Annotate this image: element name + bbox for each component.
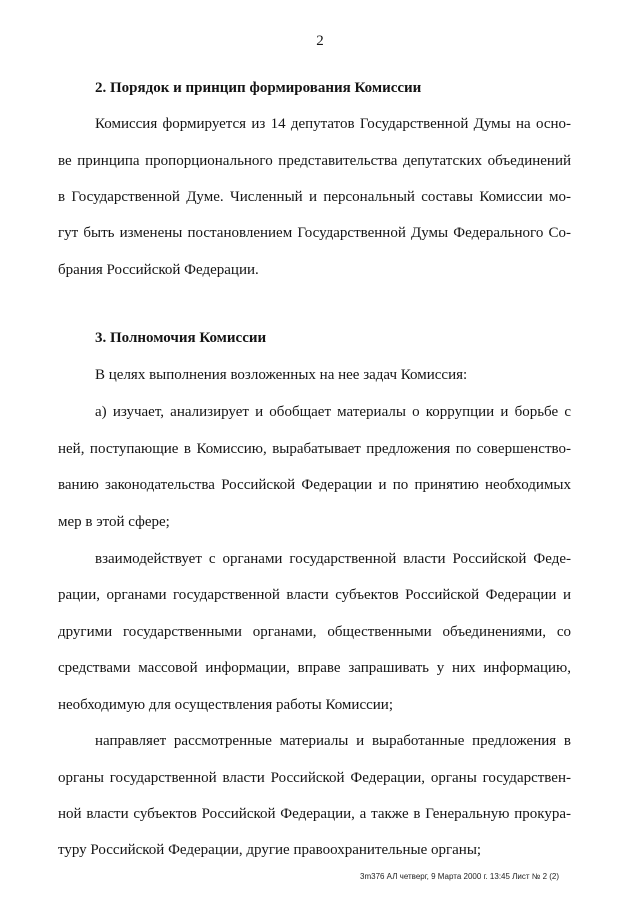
- section-3-heading: 3. Полномочия Комиссии: [95, 330, 267, 346]
- para-c-line-4: туру Российской Федерации, другие правоохранительные органы;: [58, 842, 482, 858]
- section-2-heading: 2. Порядок и принцип формирования Комиссии: [95, 80, 422, 96]
- section-2-line-1: Комиссия формируется из 14 депутатов Государственной Думы на осно-: [95, 116, 571, 132]
- para-b-line-2: рации, органами государственной власти субъектов Российской Федерации и: [58, 587, 571, 603]
- para-b-line-5: необходимую для осуществления работы Комиссии;: [58, 697, 393, 713]
- para-b-line-3: другими государственными органами, общественными объединениями, со: [58, 624, 571, 640]
- section-2-line-5: брания Российской Федерации.: [58, 262, 259, 278]
- para-a-line-4: мер в этой сфере;: [58, 514, 170, 530]
- para-c-line-2: органы государственной власти Российской Федерации, органы государствен-: [58, 770, 571, 786]
- page-number: 2: [316, 33, 324, 49]
- para-c-line-1: направляет рассмотренные материалы и выработанные предложения в: [95, 733, 571, 749]
- para-c-line-3: ной власти субъектов Российской Федерации, а также в Генеральную прокура-: [58, 806, 571, 822]
- section-2-line-4: гут быть изменены постановлением Государственной Думы Федерального Со-: [58, 225, 571, 241]
- para-a-line-2: ней, поступающие в Комиссию, вырабатывает предложения по совершенство-: [58, 441, 571, 457]
- section-2-line-3: в Государственной Думе. Численный и персональный составы Комиссии мо-: [58, 189, 571, 205]
- page-footer: 3m376 АЛ четверг, 9 Марта 2000 г. 13:45 Лист № 2 (2): [360, 872, 560, 881]
- section-2-line-2: ве принципа пропорционального представительства депутатских объединений: [58, 153, 571, 169]
- para-b-line-4: средствами массовой информации, вправе запрашивать у них информацию,: [58, 660, 571, 676]
- para-b-line-1: взаимодействует с органами государственной власти Российской Феде-: [95, 551, 571, 567]
- para-a-line-3: ванию законодательства Российской Федерации и по принятию необходимых: [58, 477, 571, 493]
- para-a-line-1: а) изучает, анализирует и обобщает материалы о коррупции и борьбе с: [95, 404, 571, 420]
- section-3-intro: В целях выполнения возложенных на нее задач Комиссия:: [95, 367, 468, 383]
